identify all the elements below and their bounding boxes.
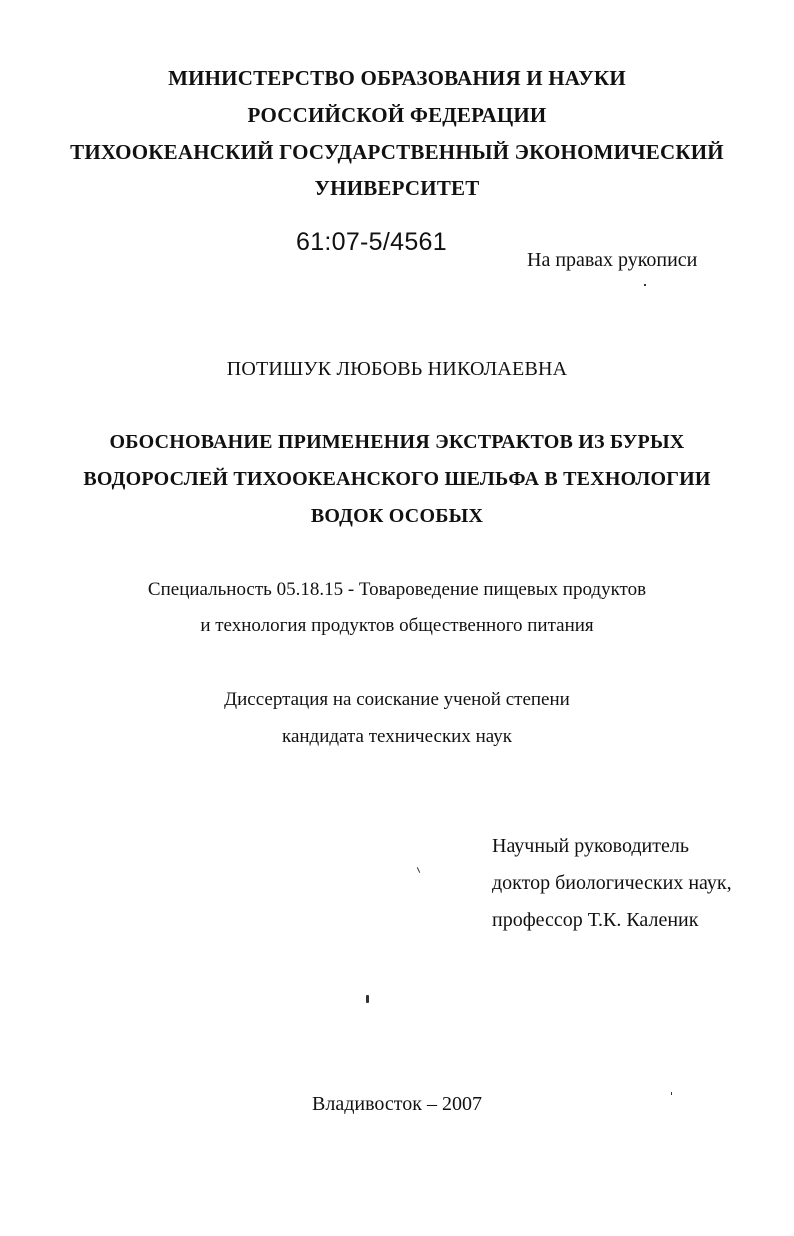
- supervisor-name: профессор Т.К. Каленик: [492, 909, 699, 931]
- city-year: Владивосток – 2007: [312, 1093, 482, 1115]
- catalog-code: 61:07-5/4561: [296, 228, 447, 256]
- specialty-line-1: Специальность 05.18.15 - Товароведение пищевых продуктов: [147, 579, 647, 600]
- manuscript-rights-note: На правах рукописи: [527, 249, 698, 271]
- degree-line-2: кандидата технических наук: [282, 726, 512, 747]
- ministry-name-line-2: РОССИЙСКОЙ ФЕДЕРАЦИИ: [247, 103, 547, 127]
- scan-speck: [671, 1092, 672, 1095]
- specialty-line-2: и технология продуктов общественного питания: [200, 615, 594, 636]
- ministry-name-line-1: МИНИСТЕРСТВО ОБРАЗОВАНИЯ И НАУКИ: [168, 66, 626, 90]
- thesis-title-line-2: ВОДОРОСЛЕЙ ТИХООКЕАНСКОГО ШЕЛЬФА В ТЕХНОЛОГИИ: [83, 468, 711, 490]
- university-name-line-1: ТИХООКЕАНСКИЙ ГОСУДАРСТВЕННЫЙ ЭКОНОМИЧЕСКИЙ: [70, 140, 724, 164]
- university-name-line-2: УНИВЕРСИТЕТ: [314, 176, 480, 200]
- thesis-title-line-1: ОБОСНОВАНИЕ ПРИМЕНЕНИЯ ЭКСТРАКТОВ ИЗ БУРЫХ: [109, 431, 685, 453]
- author-name: ПОТИШУК ЛЮБОВЬ НИКОЛАЕВНА: [226, 358, 568, 380]
- scan-speck: [417, 867, 420, 873]
- scan-speck: [644, 284, 646, 286]
- degree-line-1: Диссертация на соискание ученой степени: [224, 689, 570, 710]
- scan-speck: [366, 995, 369, 1003]
- thesis-title-line-3: ВОДОК ОСОБЫХ: [310, 505, 484, 527]
- supervisor-role: Научный руководитель: [492, 835, 689, 857]
- supervisor-degree: доктор биологических наук,: [492, 872, 732, 894]
